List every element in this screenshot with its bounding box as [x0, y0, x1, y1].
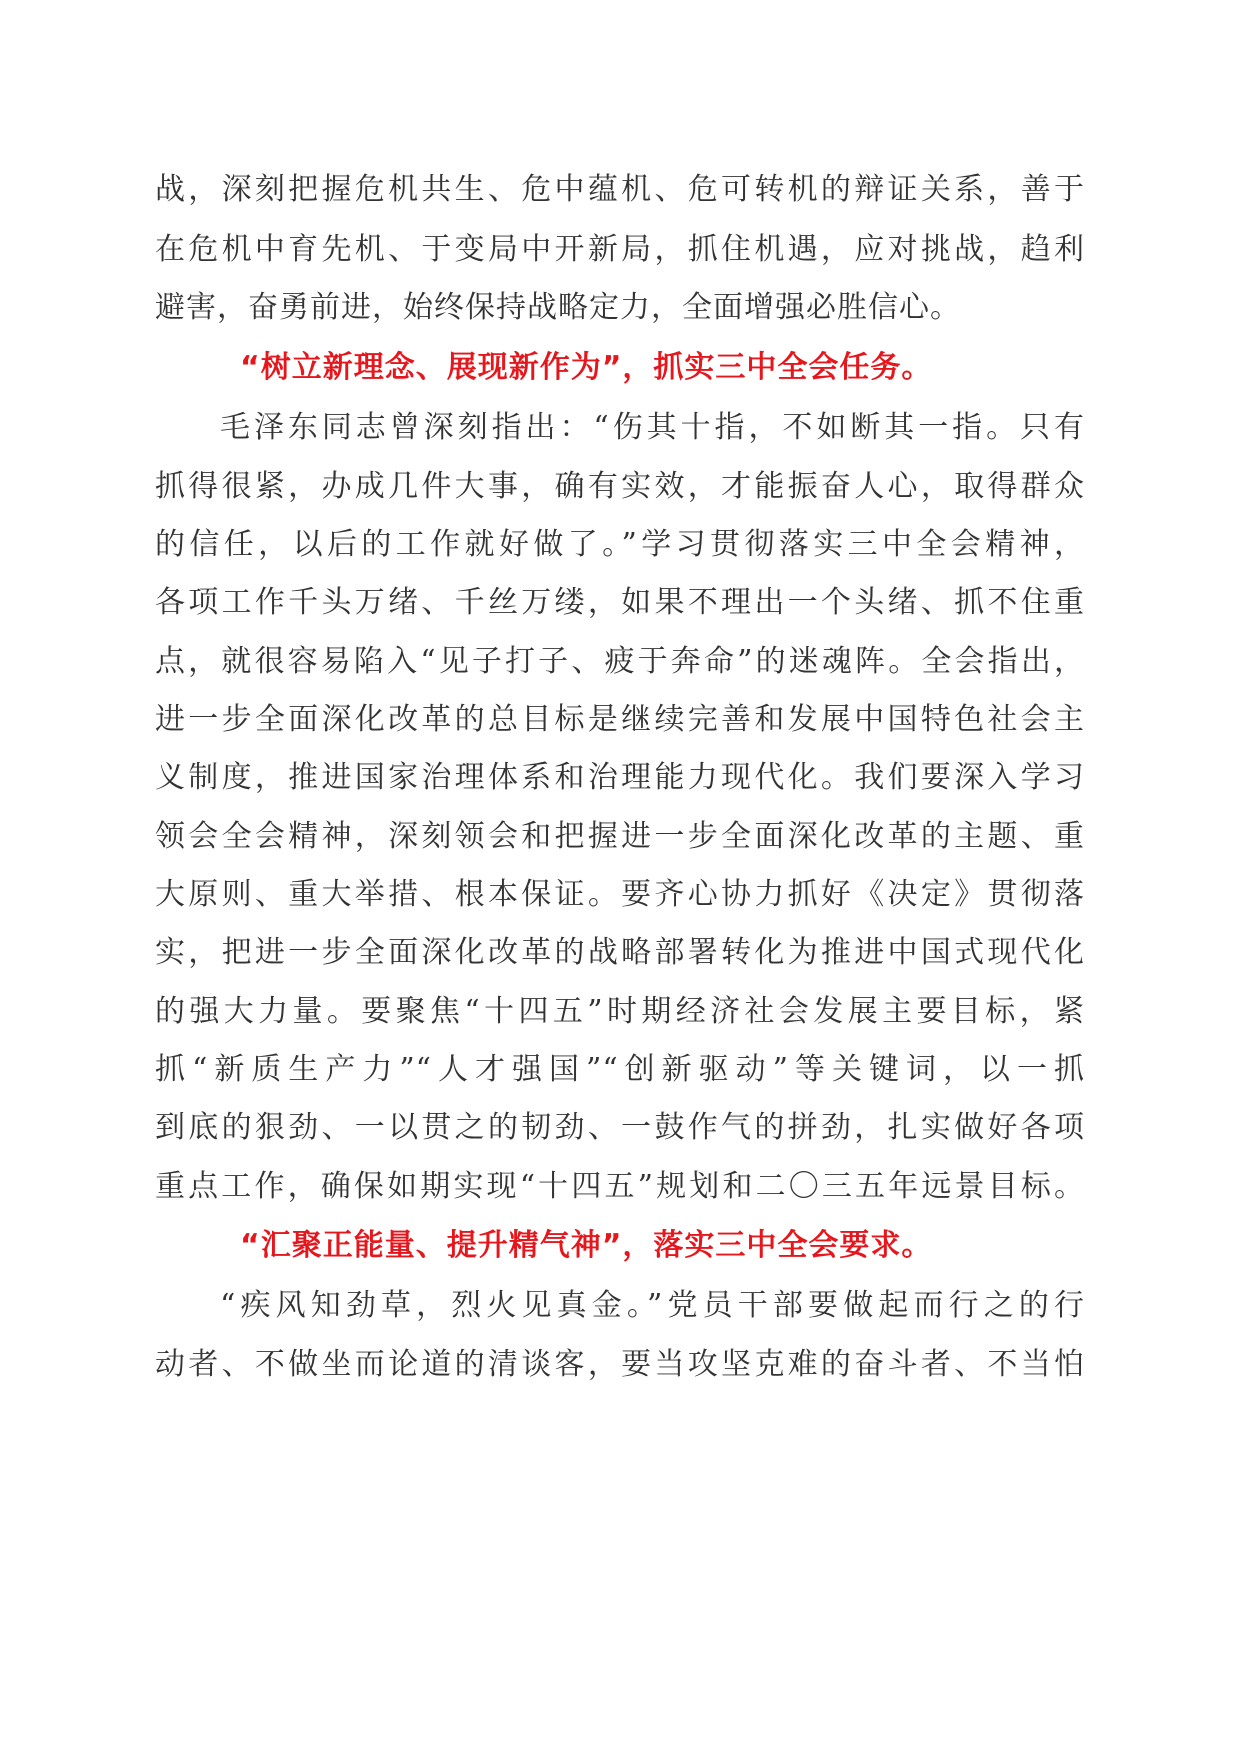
paragraph-line: 避害，奋勇前进，始终保持战略定力，全面增强必胜信心。	[155, 290, 961, 325]
paragraph-line: 实，把进一步全面深化改革的战略部署转化为推进中国式现代化	[155, 935, 1085, 970]
paragraph-line: 进一步全面深化改革的总目标是继续完善和发展中国特色社会主	[155, 702, 1085, 737]
paragraph-line: 战，深刻把握危机共生、危中蕴机、危可转机的辩证关系，善于	[155, 172, 1085, 207]
paragraph-line: 抓得很紧，办成几件大事，确有实效，才能振奋人心，取得群众	[155, 469, 1085, 504]
paragraph-line: 毛泽东同志曾深刻指出：“伤其十指，不如断其一指。只有	[220, 410, 1085, 445]
paragraph-line: 的强大力量。要聚焦“十四五”时期经济社会发展主要目标，紧	[155, 994, 1085, 1029]
paragraph-line: 领会全会精神，深刻领会和把握进一步全面深化改革的主题、重	[155, 819, 1085, 854]
paragraph-line: 大原则、重大举措、根本保证。要齐心协力抓好《决定》贯彻落	[155, 877, 1085, 912]
paragraph-line: 各项工作千头万绪、千丝万缕，如果不理出一个头绪、抓不住重	[155, 585, 1085, 620]
paragraph-line: 到底的狠劲、一以贯之的韧劲、一鼓作气的拼劲，扎实做好各项	[155, 1110, 1085, 1145]
paragraph-line: 抓“新质生产力”“人才强国”“创新驱动”等关键词，以一抓	[155, 1052, 1085, 1087]
section-heading: “汇聚正能量、提升精气神”，落实三中全会要求。	[240, 1228, 933, 1263]
paragraph-line: 重点工作，确保如期实现“十四五”规划和二〇三五年远景目标。	[155, 1169, 1085, 1204]
paragraph-line: 义制度，推进国家治理体系和治理能力现代化。我们要深入学习	[155, 760, 1085, 795]
paragraph-line: “疾风知劲草，烈火见真金。”党员干部要做起而行之的行	[220, 1288, 1085, 1323]
section-heading: “树立新理念、展现新作为”，抓实三中全会任务。	[240, 350, 933, 385]
paragraph-line: 的信任，以后的工作就好做了。”学习贯彻落实三中全会精神，	[155, 527, 1085, 562]
paragraph-line: 点，就很容易陷入“见子打子、疲于奔命”的迷魂阵。全会指出，	[155, 644, 1085, 679]
paragraph-line: 在危机中育先机、于变局中开新局，抓住机遇，应对挑战，趋利	[155, 232, 1085, 267]
paragraph-line: 动者、不做坐而论道的清谈客，要当攻坚克难的奋斗者、不当怕	[155, 1347, 1085, 1382]
